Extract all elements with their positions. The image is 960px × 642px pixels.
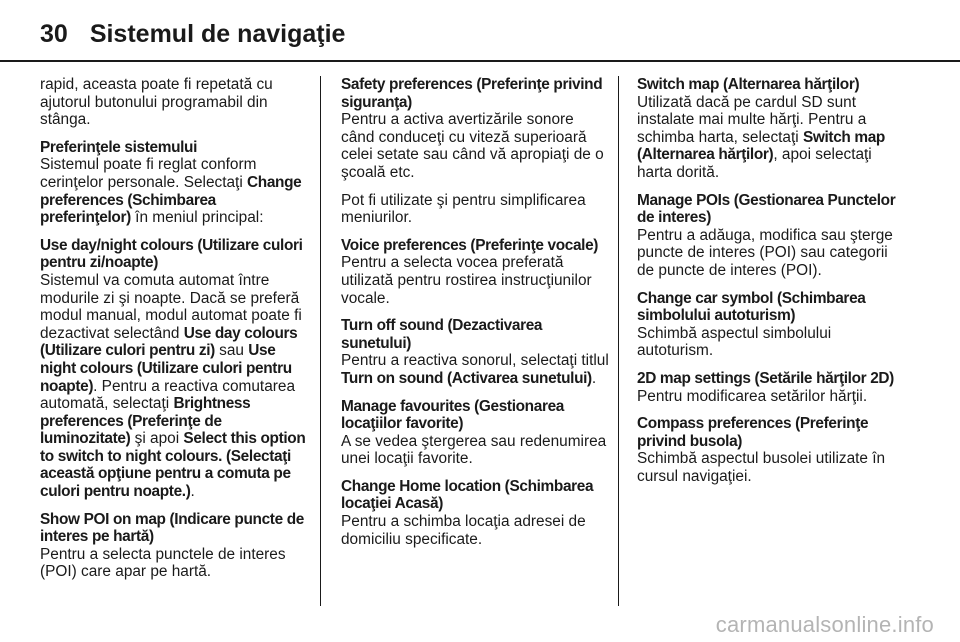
section-heading: Voice preferences (Preferinţe vocale) bbox=[341, 236, 599, 254]
section-heading: Change car symbol (Schimbarea simbolului autoturism) bbox=[637, 289, 866, 325]
section-text: Pentru a selecta punctele de interes (POI) care apar pe hartă. bbox=[40, 545, 286, 581]
section-text: şi apoi bbox=[130, 430, 184, 448]
section-heading: Turn off sound (Dezactivarea sunetului) bbox=[341, 317, 543, 352]
page-title: Sistemul de navigaţie bbox=[89, 19, 346, 48]
menu-option-label: Turn on sound (Activarea sunetului) bbox=[341, 369, 592, 387]
section-text: . bbox=[591, 369, 597, 387]
column-divider-2 bbox=[618, 76, 619, 606]
column-3 bbox=[637, 76, 905, 495]
watermark: carmanualsonline.info bbox=[715, 612, 934, 637]
section-text: Pentru a selecta vocea preferată utilizată pentru rostirea instrucţiunilor vocale. bbox=[341, 254, 592, 307]
section-text: Pentru a adăuga, modifica sau şterge puncte de interes (POI) sau categorii de puncte de interes (POI). bbox=[637, 226, 893, 279]
menu-option-label: Switch map (Alternarea hărţilor) bbox=[637, 128, 885, 164]
section-voice-preferences bbox=[341, 237, 609, 307]
section-change-home-location bbox=[341, 478, 609, 548]
header-rule bbox=[0, 60, 960, 62]
menu-option-label: Select this option to switch to night colours. (Selectaţi această opţiune pentru a comuta pe culori pentru noapte.) bbox=[40, 430, 306, 501]
section-system-preferences bbox=[40, 139, 308, 227]
section-heading: Compass preferences (Preferinţe privind busola) bbox=[637, 415, 869, 450]
menu-option-label: Use day colours (Utilizare culori pentru zi) bbox=[40, 324, 298, 360]
section-heading: Use day/night colours (Utilizare culori pentru zi/noapte) bbox=[40, 236, 303, 272]
section-change-car-symbol bbox=[637, 290, 905, 360]
page-number: 30 bbox=[40, 19, 68, 48]
section-heading: Show POI on map (Indicare puncte de interes pe hartă) bbox=[40, 510, 304, 546]
menu-option-label: Brightness preferences (Preferinţe de luminozitate) bbox=[40, 395, 251, 448]
section-text: în meniul principal: bbox=[130, 209, 264, 227]
section-text: Utilizată dacă pe cardul SD sunt instalate mai multe hărţi. Pentru a schimba harta, selectaţi bbox=[637, 93, 867, 146]
page-header bbox=[40, 14, 345, 54]
section-text: Sistemul va comuta automat între modurile zi şi noapte. Dacă se preferă modul manual, modul automat poate fi dezactivat selectând bbox=[40, 271, 302, 342]
section-manage-pois bbox=[637, 192, 905, 280]
section-text: Pentru a reactiva sonorul, selectaţi titlul bbox=[341, 352, 609, 370]
section-heading: Change Home location (Schimbarea locaţiei Acasă) bbox=[341, 477, 594, 513]
section-text: Pentru a schimba locaţia adresei de domiciliu specificate. bbox=[341, 513, 586, 548]
section-text: A se vedea ştergerea sau redenumirea unei locaţii favorite. bbox=[341, 432, 607, 468]
menu-option-label: Use night colours (Utilizare culori pentru noapte) bbox=[40, 342, 292, 395]
section-manage-favourites bbox=[341, 398, 609, 468]
column-2 bbox=[341, 76, 609, 558]
section-safety-preferences bbox=[341, 76, 609, 182]
intro-paragraph: rapid, aceasta poate fi repetată cu ajutorul butonului programabil din stânga. bbox=[40, 76, 273, 129]
section-turn-off-sound bbox=[341, 317, 609, 387]
section-text: sau bbox=[214, 342, 249, 360]
section-text: Sistemul poate fi reglat conform cerinţelor personale. Selectaţi bbox=[40, 156, 257, 191]
section-text: Pentru modificarea setărilor hărţii. bbox=[637, 387, 868, 405]
section-text: . Pentru a reactiva comutarea automată, selectaţi bbox=[40, 377, 296, 413]
section-heading: Safety preferences (Preferinţe privind siguranţa) bbox=[341, 76, 603, 111]
section-heading: Switch map (Alternarea hărţilor) bbox=[637, 76, 860, 93]
section-text: Schimbă aspectul busolei utilizate în cursul navigaţiei. bbox=[637, 450, 886, 485]
section-heading: Preferinţele sistemului bbox=[40, 138, 198, 156]
column-divider-1 bbox=[320, 76, 321, 606]
section-heading: Manage favourites (Gestionarea locaţiilor favorite) bbox=[341, 397, 564, 433]
section-heading: Manage POIs (Gestionarea Punctelor de interes) bbox=[637, 191, 896, 227]
section-compass-preferences bbox=[637, 415, 905, 485]
section-text: . bbox=[190, 483, 195, 501]
section-heading: 2D map settings (Setările hărţilor 2D) bbox=[637, 369, 894, 387]
section-show-poi bbox=[40, 511, 308, 581]
section-2d-map-settings bbox=[637, 370, 905, 405]
section-day-night-colours bbox=[40, 237, 308, 501]
section-text: Schimbă aspectul simbolului autoturism. bbox=[637, 324, 832, 360]
column-1 bbox=[40, 76, 308, 591]
section-switch-map bbox=[637, 76, 905, 182]
section-text: Pentru a activa avertizările sonore când conduceţi cu viteză superioară celei setate sau când vă apropiaţi de o şcoală etc. bbox=[341, 111, 604, 181]
section-text: Pot fi utilizate şi pentru simplificarea meniurilor. bbox=[341, 191, 586, 227]
section-text: , apoi selectaţi harta dorită. bbox=[637, 146, 872, 181]
menu-option-label: Change preferences (Schimbarea preferinţelor) bbox=[40, 173, 302, 227]
